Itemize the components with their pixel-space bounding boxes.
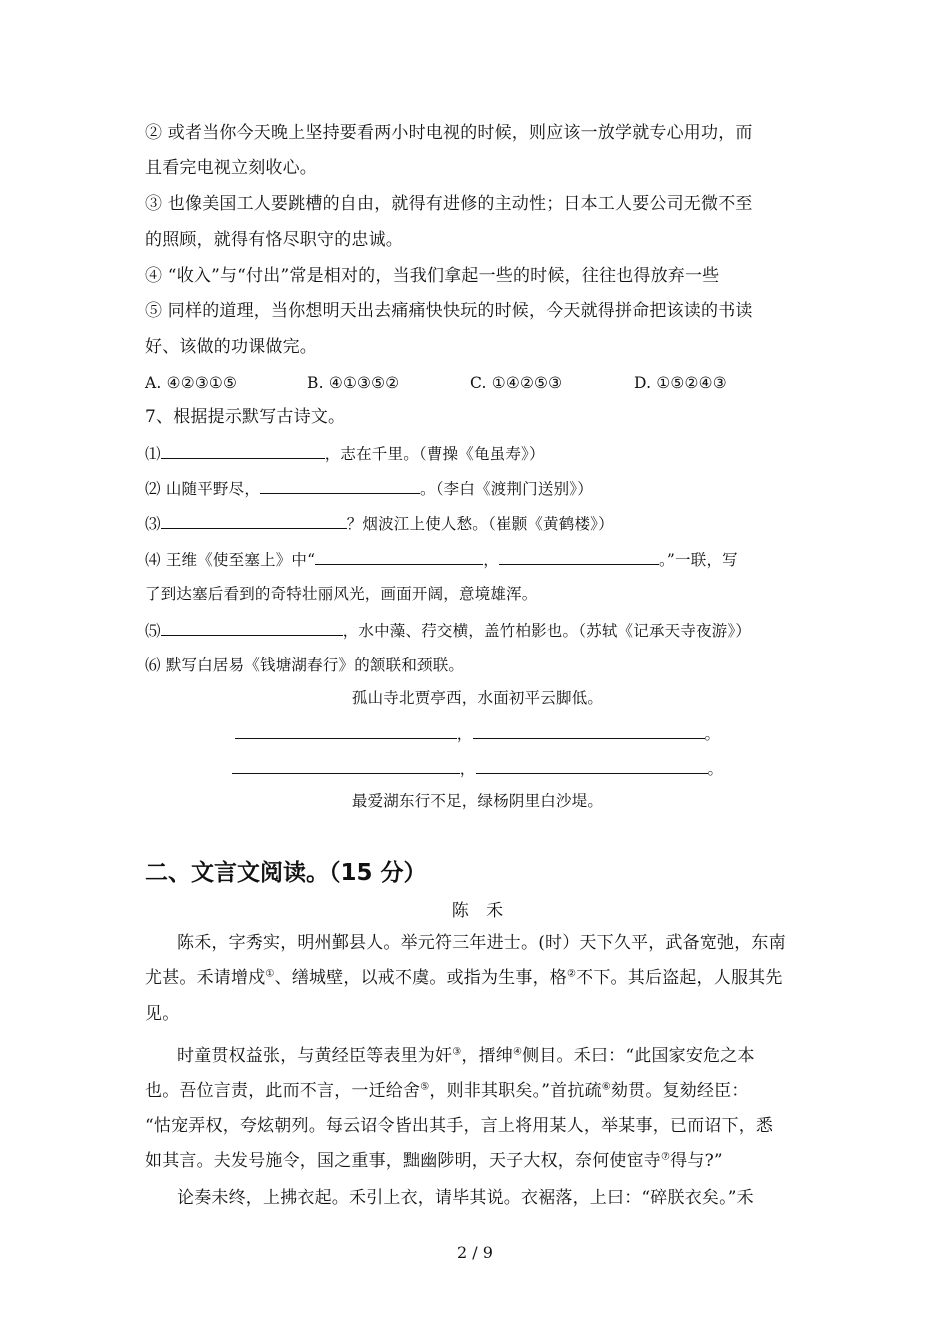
q7-part-4-line-2: 了到达塞后看到的奇特壮丽风光，画面开阔，意境雄浑。 xyxy=(145,585,538,603)
q7-part-1-number: ⑴ xyxy=(145,445,161,463)
item-3-line-2: 的照顾，就得有恪尽职守的忠诚。 xyxy=(145,230,403,250)
poem-blank-line-2 xyxy=(145,757,810,780)
passage-para-2-line-4 xyxy=(145,1150,810,1172)
footnote-marker: ① xyxy=(265,968,275,980)
poem-period: 。 xyxy=(704,725,721,743)
item-5-line-2: 好、该做的功课做完。 xyxy=(145,337,317,357)
poem-comma: ， xyxy=(456,725,473,743)
answer-blank[interactable] xyxy=(232,757,460,774)
option-a: A. ④②③①⑤ xyxy=(145,374,238,392)
passage-text: 得与?” xyxy=(670,1151,723,1171)
passage-text: 不下。其后盗起，人服其先 xyxy=(576,968,783,988)
question-7-title: 7、根据提示默写古诗文。 xyxy=(145,407,346,427)
q7-part-2 xyxy=(145,477,810,500)
passage-title: 陈 禾 xyxy=(451,901,504,921)
answer-blank[interactable] xyxy=(161,619,343,636)
passage-text: 尤甚。禾请增戍 xyxy=(145,968,266,988)
q7-part-1-text: ，志在千里。（曹操《龟虽寿》） xyxy=(324,445,545,463)
q7-part-4-text-a: ⑷ 王维《使至塞上》中“ xyxy=(145,551,316,569)
item-2-line-2: 且看完电视立刻收心。 xyxy=(145,158,317,178)
q7-part-2-text-b: 。（李白《渡荆门送别》） xyxy=(420,480,593,498)
footnote-marker: ④ xyxy=(512,1046,523,1058)
footnote-marker: ③ xyxy=(452,1046,462,1058)
section-2-heading: 二、文言文阅读。（15 分） xyxy=(145,860,427,886)
q7-part-2-text-a: ⑵ 山随平野尽， xyxy=(145,480,261,498)
footnote-marker: ⑦ xyxy=(661,1151,671,1163)
answer-blank[interactable] xyxy=(315,548,483,565)
q7-part-6: ⑹ 默写白居易《钱塘湖春行》的颔联和颈联。 xyxy=(145,656,465,674)
footnote-marker: ⑤ xyxy=(420,1081,430,1093)
option-c: C. ①④②⑤③ xyxy=(470,374,563,392)
q7-part-5-text: ，水中藻、荇交横，盖竹柏影也。（苏轼《记承天寺夜游》） xyxy=(342,622,752,640)
answer-blank[interactable] xyxy=(161,512,347,529)
q7-part-4-comma: ， xyxy=(483,551,499,569)
item-4-line: ④ “收入”与“付出”常是相对的，当我们拿起一些的时候，往往也得放弃一些 xyxy=(145,266,720,286)
answer-blank[interactable] xyxy=(499,548,659,565)
passage-para-2-line-2 xyxy=(145,1080,810,1102)
q7-part-3-number: ⑶ xyxy=(145,515,161,533)
passage-para-2-line-1 xyxy=(177,1045,810,1067)
passage-para-1-line-3: 见。 xyxy=(145,1004,180,1024)
item-2-line-1: ② 或者当你今天晚上坚持要看两小时电视的时候，则应该一放学就专心用功，而 xyxy=(145,123,753,143)
passage-para-2-line-3: “怙宠弄权，夸炫朝列。每云诏令皆出其手，言上将用某人，举某事，已而诏下，悉 xyxy=(145,1116,774,1136)
passage-para-1-line-1: 陈禾，字秀实，明州鄞县人。举元符三年进士。(时）天下久平，武备宽弛，东南 xyxy=(177,933,786,953)
passage-text: 时童贯权益张，与黄经臣等表里为奸 xyxy=(177,1046,453,1066)
option-b: B. ④①③⑤② xyxy=(307,374,400,392)
passage-para-1-line-2 xyxy=(145,967,810,989)
answer-blank[interactable] xyxy=(476,757,708,774)
item-3-line-1: ③ 也像美国工人要跳槽的自由，就得有进修的主动性；日本工人要公司无微不至 xyxy=(145,194,753,214)
passage-text: 也。吾位言责，此而不言，一迁给舍 xyxy=(145,1081,421,1101)
passage-text: 如其言。夫发号施令，国之重事，黜幽陟明，天子大权，奈何使宦寺 xyxy=(145,1151,661,1171)
answer-blank[interactable] xyxy=(473,722,705,739)
poem-blank-line-1 xyxy=(145,722,810,745)
poem-last-line: 最爱湖东行不足，绿杨阴里白沙堤。 xyxy=(351,792,604,810)
passage-text: 侧目。禾曰：“此国家安危之本 xyxy=(522,1046,755,1066)
answer-blank[interactable] xyxy=(260,477,420,494)
q7-part-5 xyxy=(145,619,810,642)
passage-text: 、缮城壁，以戒不虞。或指为生事，格 xyxy=(274,968,567,988)
option-d: D. ①⑤②④③ xyxy=(634,374,727,392)
poem-period: 。 xyxy=(707,760,724,778)
passage-text: 劾贯。复劾经臣： xyxy=(610,1081,749,1101)
q7-part-3 xyxy=(145,512,810,535)
answer-blank[interactable] xyxy=(161,442,325,459)
poem-first-line: 孤山寺北贾亭西，水面初平云脚低。 xyxy=(351,689,604,707)
q7-part-4-line-1 xyxy=(145,548,810,571)
q7-part-3-text: ？烟波江上使人愁。（崔颢《黄鹤楼》） xyxy=(346,515,614,533)
poem-comma: ， xyxy=(459,760,476,778)
passage-text: ，搢绅 xyxy=(461,1046,513,1066)
q7-part-5-number: ⑸ xyxy=(145,622,161,640)
footnote-marker: ⑥ xyxy=(601,1081,611,1093)
item-5-line-1: ⑤ 同样的道理，当你想明天出去痛痛快快玩的时候，今天就得拼命把该读的书读 xyxy=(145,301,753,321)
answer-options xyxy=(145,372,810,394)
q7-part-4-text-c: 。”一联，写 xyxy=(658,551,738,569)
q7-part-1 xyxy=(145,442,810,465)
passage-text: ，则非其职矣。”首抗疏 xyxy=(429,1081,602,1101)
page-number: 2 / 9 xyxy=(457,1243,493,1262)
passage-para-3-line-1: 论奏未终，上拂衣起。禾引上衣，请毕其说。衣裾落，上曰：“碎朕衣矣。”禾 xyxy=(177,1188,754,1208)
answer-blank[interactable] xyxy=(235,722,457,739)
footnote-marker: ② xyxy=(566,968,577,980)
